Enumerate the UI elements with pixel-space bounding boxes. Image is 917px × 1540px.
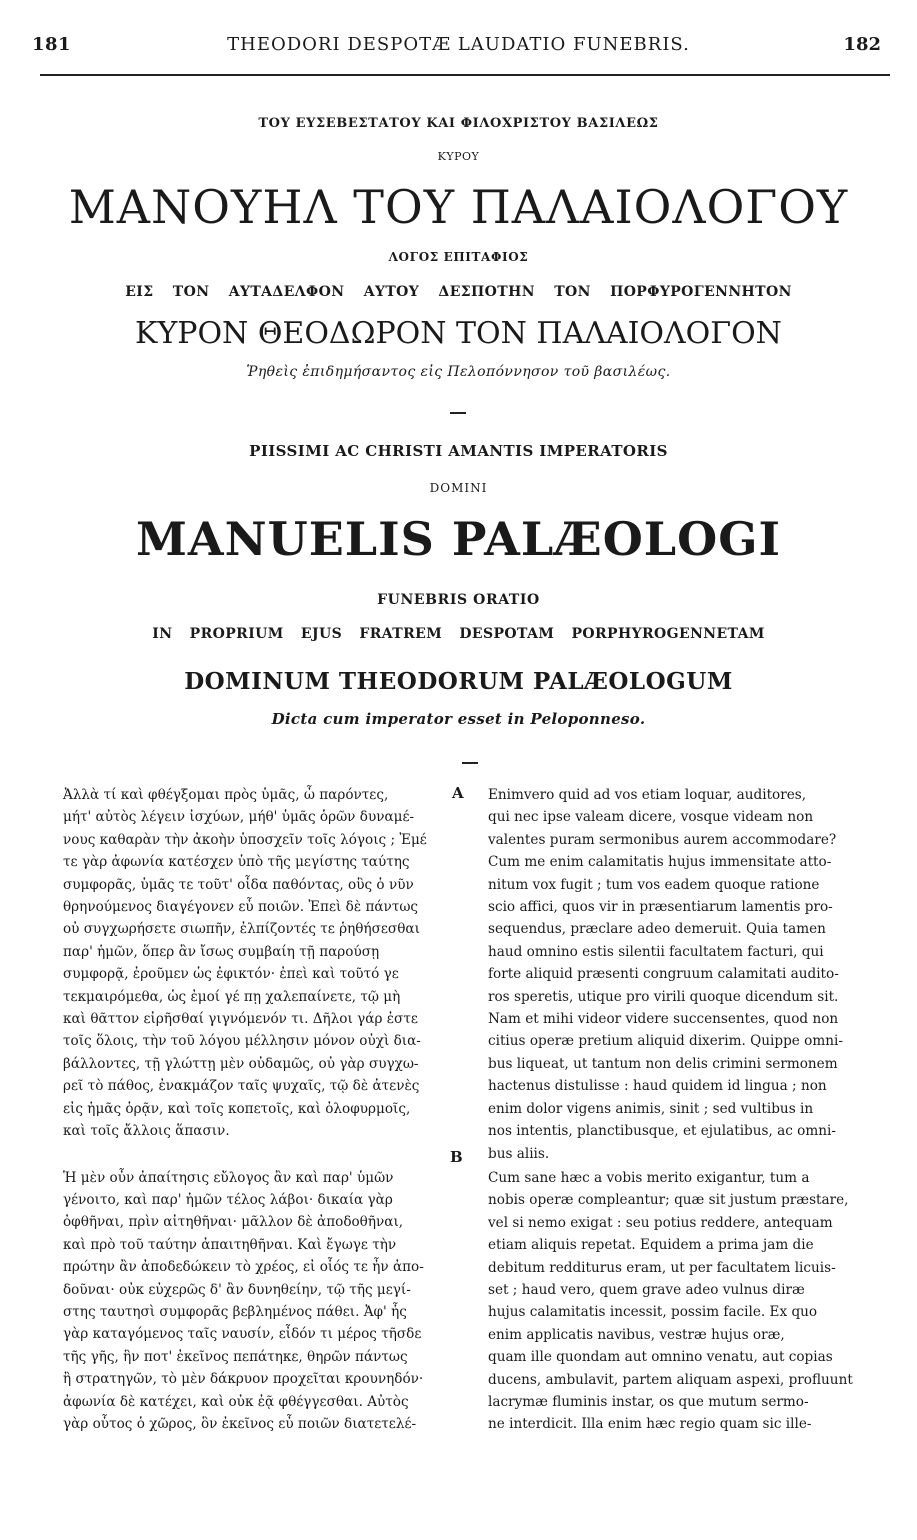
- title-divider: [450, 412, 466, 414]
- text-line: ὀφθῆναι, πρὶν αἰτηθῆναι· μᾶλλον δὲ ἀποδοθῆναι,: [63, 1214, 404, 1231]
- text-line: forte aliquid præsenti congruum calamitati audito-: [488, 966, 839, 983]
- text-line: συμφορᾶς, ὑμᾶς τε τοῦτ' οἶδα παθόντας, οὓς ὁ νῦν: [63, 876, 414, 893]
- text-line: etiam aliquis repetat. Equidem a prima jam die: [488, 1237, 814, 1254]
- text-line: nobis operæ compleantur; quæ sit justum præstare,: [488, 1192, 849, 1209]
- page-number-right: 182: [843, 34, 881, 55]
- text-line: θρηνούμενος διαγέγονεν εὖ ποιῶν. Ἐπεὶ δὲ πάντως: [63, 899, 419, 916]
- text-line: Enimvero quid ad vos etiam loquar, auditores,: [488, 787, 807, 803]
- text-line: nos intentis, planctibusque, et ejulatibus, ac omni-: [488, 1123, 836, 1140]
- text-line: οὐ συγχωρήσετε σιωπῆν, ἐλπίζοντές τε ῥηθήσεσθαι: [63, 921, 420, 938]
- text-line: ἀφωνία δὲ κατέχει, καὶ οὐκ ἐᾷ φθέγγεσθαι. Αὐτὸς: [63, 1393, 409, 1410]
- text-line: παρ' ἡμῶν, ὅπερ ἂν ἴσως συμβαίη τῇ παρούσῃ: [63, 943, 380, 960]
- text-line: lacrymæ fluminis instar, os que mutum sermo-: [488, 1393, 809, 1410]
- text-line: hactenus distulisse : haud quidem id lingua ; non: [488, 1078, 827, 1095]
- greek-title-line-6: ΚΥΡΟΝ ΘΕΟΔΩΡΟΝ ΤΟΝ ΠΑΛΑΙΟΛΟΓΟΝ: [135, 316, 782, 351]
- latin-title-main: MANUELIS PALÆOLOGI: [135, 512, 782, 566]
- text-line: τεκμαιρόμεθα, ὡς ἐμοί γέ πῃ χαλεπαίνετε, τῷ μὴ: [63, 988, 401, 1005]
- greek-title-line-5: ΕΙΣ ΤΟΝ ΑΥΤΑΔΕΛΦΟΝ ΑΥΤΟΥ ΔΕΣΠΟΤΗΝ ΤΟΝ ΠΟΡΦΥΡΟΓΕΝΝΗΤΟΝ: [125, 284, 792, 300]
- text-line: Ἡ μὲν οὖν ἀπαίτησις εὔλογος ἂν καὶ παρ' ὑμῶν: [63, 1169, 394, 1186]
- header-rule: [40, 74, 890, 76]
- text-line: μήτ' αὐτὸς λέγειν ἰσχύων, μήθ' ὑμᾶς ὁρῶν δυναμέ-: [63, 809, 415, 826]
- text-line: πρώτην ἂν ἀποδεδώκειν τὸ χρέος, εἰ οἷός τε ἦν ἀπο-: [63, 1259, 424, 1276]
- text-line: enim applicatis navibus, vestræ hujus oræ,: [488, 1326, 785, 1343]
- text-line: ne interdicit. Illa enim hæc regio quam sic ille-: [488, 1416, 812, 1433]
- latin-paragraph-2: [470, 1167, 882, 1436]
- text-line: τῆς γῆς, ἣν ποτ' ἐκεῖνος πεπάτηκε, θηρῶν πάντως: [63, 1348, 408, 1365]
- latin-title-line-5: IN PROPRIUM EJUS FRATREM DESPOTAM PORPHYROGENNETAM: [152, 626, 765, 642]
- text-line: nitum vox fugit ; tum vos eadem quoque ratione: [488, 876, 820, 893]
- running-title: THEODORI DESPOTÆ LAUDATIO FUNEBRIS.: [227, 34, 690, 55]
- text-line: enim dolor vigens animis, sinit ; sed vultibus in: [488, 1100, 814, 1117]
- text-line: γὰρ καταγόμενος ταῖς ναυσίν, εἶδόν τι μέρος τῆσδε: [63, 1326, 422, 1343]
- text-line: Ἀλλὰ τί καὶ φθέγξομαι πρὸς ὑμᾶς, ὦ παρόντες,: [63, 787, 389, 803]
- text-line: εἰς ἡμᾶς ὁρᾷν, καὶ τοῖς κοπετοῖς, καὶ ὀλοφυρμοῖς,: [63, 1100, 411, 1117]
- text-line: γὰρ οὗτος ὁ χῶρος, ὃν ἐκεῖνος εὖ ποιῶν διατετελέ-: [63, 1415, 417, 1432]
- latin-column: [470, 784, 882, 1436]
- greek-title-main: ΜΑΝΟΥΗΛ ΤΟΥ ΠΑΛΑΙΟΛΟΓΟΥ: [68, 180, 849, 234]
- text-line: γένοιτο, καὶ παρ' ἡμῶν τέλος λάβοι· δικαία γὰρ: [63, 1191, 393, 1208]
- text-line: citius operæ pretium aliquid dixerim. Quippe omni-: [488, 1033, 843, 1050]
- text-line: καὶ πρὸ τοῦ ταύτην ἀπαιτηθῆναι. Καὶ ἔγωγε τὴν: [63, 1236, 397, 1253]
- greek-paragraph-2: [45, 1167, 445, 1436]
- text-line: ducens, ambulavit, partem aliquam aspexi, profluunt: [488, 1371, 853, 1388]
- page-number-left: 181: [32, 34, 72, 55]
- text-line: Cum sane hæc a vobis merito exigantur, tum a: [488, 1169, 810, 1186]
- text-line: scio affici, quos vir in præsentiarum lamentis pro-: [488, 899, 833, 916]
- text-line: Nam et mihi videor videre succensentes, quod non: [488, 1011, 839, 1028]
- text-line: valentes puram sermonibus aurem accommodare?: [488, 831, 837, 848]
- text-line: Cum me enim calamitatis hujus immensitate atto-: [488, 854, 832, 871]
- text-line: στης ταυτησὶ συμφορᾶς βεβλημένος πάθει. Ἀφ' ἧς: [63, 1303, 407, 1320]
- greek-title-line-2: ΚΥΡΟΥ: [437, 150, 480, 163]
- text-divider: [462, 762, 478, 764]
- text-line: συμφορᾷ, ἐροῦμεν ὡς ἐφικτόν· ἐπεὶ καὶ τοῦτό γε: [63, 966, 399, 983]
- greek-column: [45, 784, 445, 1435]
- text-line: καὶ θᾶττον εἰρῆσθαί γιγνόμενόν τι. Δῆλοι γάρ ἐστε: [63, 1011, 418, 1028]
- text-line: quam ille quondam aut omnino venatu, aut copias: [488, 1349, 833, 1366]
- text-line: sequendus, præclare adeo demeruit. Quia tamen: [488, 921, 826, 938]
- text-line: ἢ στρατηγῶν, τὸ μὲν δάκρυον προχεῖται κρουνηδόν·: [63, 1371, 424, 1388]
- text-line: δοῦναι· οὐκ εὐχερῶς δ' ἂν δυνηθείην, τῷ τῆς μεγί-: [63, 1281, 411, 1298]
- text-line: τοῖς ὅλοις, τὴν τοῦ λόγου μέλλησιν μόνον οὐχὶ δια-: [63, 1033, 421, 1050]
- text-line: vel si nemo exigat : seu potius reddere, antequam: [488, 1214, 833, 1231]
- text-line: qui nec ipse valeam dicere, vosque videam non: [488, 809, 814, 826]
- text-line: ros speretis, utique pro virili quoque dicendum sit.: [488, 988, 839, 1005]
- latin-title-line-2: DOMINI: [429, 481, 488, 495]
- latin-paragraph-1: [470, 784, 882, 1165]
- latin-title-line-6: DOMINUM THEODORUM PALÆOLOGUM: [184, 668, 733, 695]
- text-line: ρεῖ τὸ πάθος, ἐνακμάζον ταῖς ψυχαῖς, τῷ δὲ ἀτενὲς: [63, 1078, 420, 1095]
- latin-title-line-4: FUNEBRIS ORATIO: [377, 592, 540, 608]
- latin-title-line-1: PIISSIMI AC CHRISTI AMANTIS IMPERATORIS: [249, 442, 668, 460]
- text-line: bus liqueat, ut tantum non delis crimini sermonem: [488, 1055, 838, 1072]
- text-line: hujus calamitatis incessit, possim facile. Ex quo: [488, 1304, 818, 1321]
- greek-paragraph-1: [45, 784, 445, 1143]
- text-line: βάλλοντες, τῇ γλώττῃ μὲν οὐδαμῶς, οὐ γὰρ συγχω-: [63, 1055, 419, 1072]
- text-line: καὶ τοῖς ἄλλοις ἅπασιν.: [63, 1123, 230, 1140]
- margin-marker-b: B: [450, 1148, 463, 1166]
- margin-marker-a: A: [452, 784, 464, 802]
- text-line: νους καθαρὰν τὴν ἀκοὴν ὑποσχεῖν τοῖς λόγοις ; Ἐμέ: [63, 831, 427, 848]
- running-header: [0, 28, 917, 64]
- greek-title-line-4: ΛΟΓΟΣ ΕΠΙΤΑΦΙΟΣ: [388, 250, 529, 264]
- greek-title-subtitle: Ῥηθεὶς ἐπιδημήσαντος εἰς Πελοπόννησον τοῦ βασιλέως.: [246, 364, 671, 380]
- text-line: haud omnino estis silentii facultatem facturi, qui: [488, 943, 824, 960]
- text-line: set ; haud vero, quem grave adeo vulnus diræ: [488, 1281, 805, 1298]
- greek-title-line-1: ΤΟΥ ΕΥΣΕΒΕΣΤΑΤΟΥ ΚΑΙ ΦΙΛΟΧΡΙΣΤΟΥ ΒΑΣΙΛΕΩΣ: [258, 116, 659, 131]
- text-line: debitum redditurus eram, ut per facultatem licuis-: [488, 1259, 836, 1276]
- latin-title-subtitle: Dicta cum imperator esset in Peloponneso.: [271, 710, 646, 728]
- text-line: bus aliis.: [488, 1145, 550, 1162]
- text-line: τε γὰρ ἀφωνία κατέσχεν ὑπὸ τῆς μεγίστης ταύτης: [63, 854, 410, 871]
